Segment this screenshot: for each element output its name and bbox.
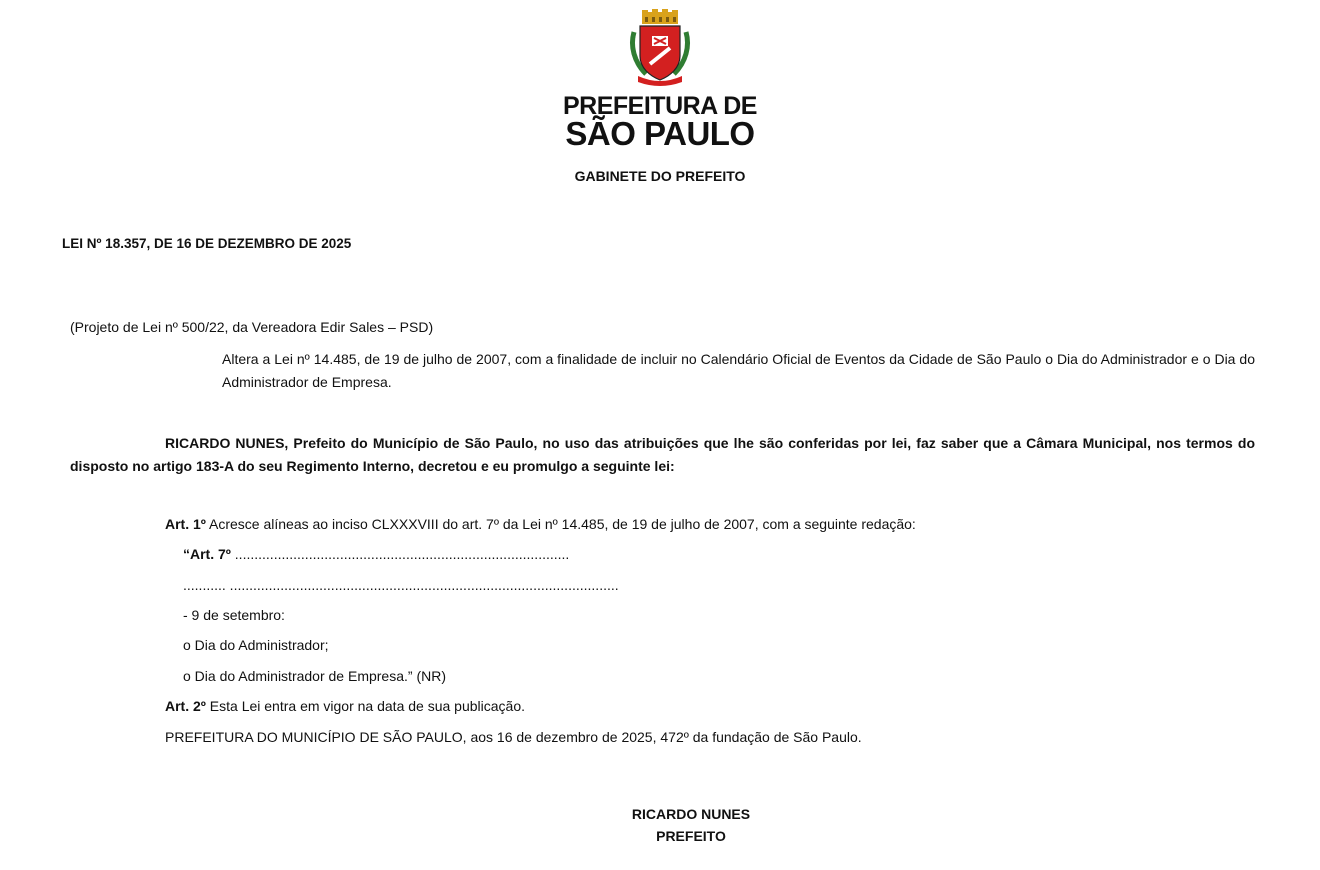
quoted-article-label: “Art. 7º <box>183 546 231 562</box>
quoted-article-7 <box>183 546 569 562</box>
signature-role: PREFEITO <box>656 828 726 844</box>
article-1-text: Acresce alíneas ao inciso CLXXXVIII do art. 7º da Lei nº 14.485, de 19 de julho de 2007, com a seguinte redação: <box>205 516 916 532</box>
item-company-administrator-day: o Dia do Administrador de Empresa.” (NR) <box>183 668 446 684</box>
article-2 <box>165 698 525 714</box>
bill-reference: (Projeto de Lei nº 500/22, da Vereadora Edir Sales – PSD) <box>70 319 434 335</box>
closing-statement: PREFEITURA DO MUNICÍPIO DE SÃO PAULO, aos 16 de dezembro de 2025, 472º da fundação de São Paulo. <box>165 729 862 745</box>
signature-block <box>560 803 822 847</box>
coat-of-arms-logo <box>628 8 692 88</box>
brand-line-2: SÃO PAULO <box>565 115 755 152</box>
coat-of-arms-icon <box>628 8 692 88</box>
article-1 <box>165 516 916 532</box>
office-title: GABINETE DO PREFEITO <box>574 168 746 184</box>
article-1-label: Art. 1º <box>165 516 206 532</box>
item-date: - 9 de setembro: <box>183 607 285 623</box>
article-2-label: Art. 2º <box>165 698 206 714</box>
signature-name: RICARDO NUNES <box>631 806 751 822</box>
brand-line-1: PREFEITURA DE <box>563 92 757 120</box>
quoted-article-dots: ...................................................................................... <box>230 546 570 562</box>
preamble: RICARDO NUNES, Prefeito do Município de São Paulo, no uso das atribuições que lhe são conferidas por lei, faz saber que a Câmara Municipal, nos termos do disposto no artigo 183-A do seu Regimento Interno, decretou e eu promulgo a seguinte lei: <box>70 435 1255 474</box>
item-administrator-day: o Dia do Administrador; <box>183 637 329 653</box>
law-summary: Altera a Lei nº 14.485, de 19 de julho de 2007, com a finalidade de incluir no Calendário Oficial de Eventos da Cidade de São Paulo o Dia do Administrador e o Dia do Administrador de Empresa. <box>222 351 1255 390</box>
article-2-text: Esta Lei entra em vigor na data de sua publicação. <box>205 698 525 714</box>
omission-dots: ........... .................................................................................................... <box>183 577 619 593</box>
law-title: LEI Nº 18.357, DE 16 DE DEZEMBRO DE 2025 <box>62 236 352 251</box>
